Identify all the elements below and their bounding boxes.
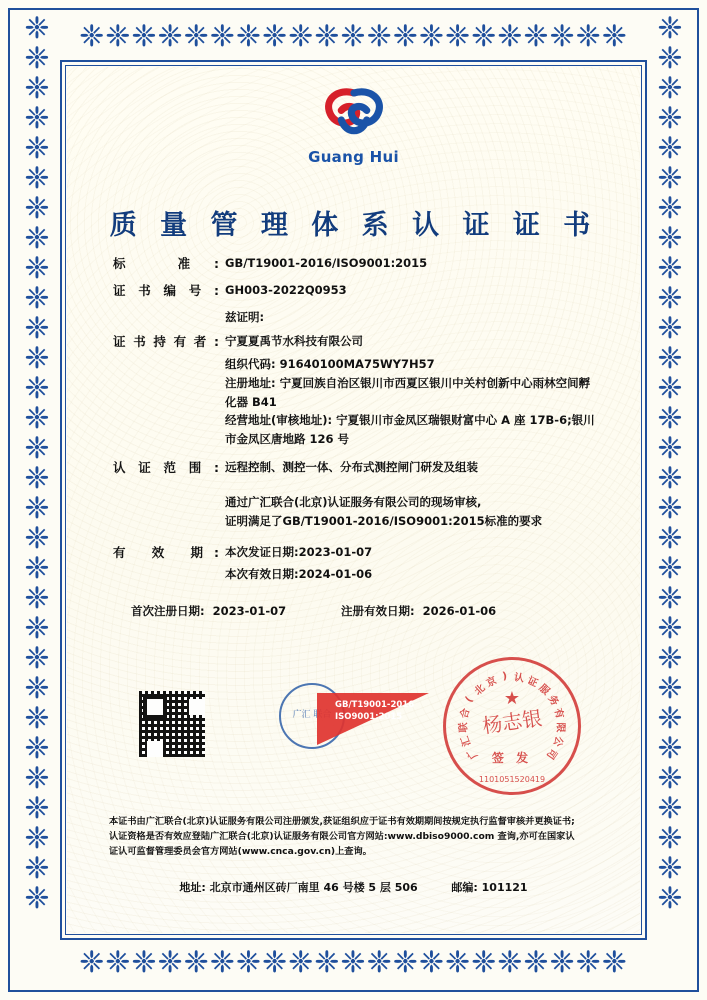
field-standard xyxy=(113,255,606,273)
validity-values xyxy=(225,544,606,588)
seal-ring-char: ( xyxy=(463,694,476,705)
first-registration xyxy=(131,603,341,619)
field-scope xyxy=(113,459,606,477)
qr-code[interactable] xyxy=(139,691,205,757)
seal-ring-char: 司 xyxy=(543,746,559,761)
statement-line-1: 通过广汇联合(北京)认证服务有限公司的现场审核, xyxy=(225,494,482,509)
seal-ring-char: 北 xyxy=(472,682,488,698)
registered-address-line1: 注册地址: 宁夏回族自治区银川市西夏区银川中关村创新中心雨林空间孵 xyxy=(225,376,591,390)
postcode-value: 101121 xyxy=(481,881,528,894)
registered-address-line2: 化器 B41 xyxy=(225,394,277,409)
triangle-line-2: ISO9001:2015 xyxy=(335,712,403,723)
field-certificate-number xyxy=(113,282,606,300)
logo-brand-text: Guang Hui xyxy=(308,148,399,166)
border-pattern-left: ❈❈❈❈❈❈❈❈❈❈❈❈❈❈❈❈❈❈❈❈❈❈❈❈❈❈❈❈❈❈ xyxy=(24,14,50,916)
conformity-statement xyxy=(225,493,606,532)
registration-validity-value: 2026-01-06 xyxy=(422,604,497,619)
hereby-certify-text: 兹证明: xyxy=(225,310,265,325)
certificate-number-label: 证书编号: xyxy=(113,283,219,299)
scope-label: 认证范围: xyxy=(113,459,219,475)
company-logo xyxy=(67,85,640,166)
registration-validity-label: 注册有效日期: xyxy=(341,604,415,619)
red-triangle-standard-labels xyxy=(335,699,414,724)
field-validity xyxy=(113,544,606,588)
certificate-number-value: GH003-2022Q0953 xyxy=(225,283,347,298)
seal-ring-char: 汇 xyxy=(459,734,474,748)
footer-address xyxy=(67,879,640,895)
address-label: 地址: xyxy=(179,881,206,894)
registration-dates-row xyxy=(113,603,606,619)
triangle-line-1: GB/T19001-2016 xyxy=(335,700,415,710)
seal-ring-char: 京 xyxy=(484,675,499,690)
footer-line-1: 本证书由广汇联合(北京)认证服务有限公司注册颁发,获证组织应于证书有效期期间按规定执行监督审核并更换证书; xyxy=(109,816,575,827)
seal-ring-char: 广 xyxy=(465,746,481,761)
border-pattern-top: ❈❈❈❈❈❈❈❈❈❈❈❈❈❈❈❈❈❈❈❈❈ xyxy=(79,19,628,54)
footer-disclaimer xyxy=(109,815,606,860)
border-pattern-bottom: ❈❈❈❈❈❈❈❈❈❈❈❈❈❈❈❈❈❈❈❈❈ xyxy=(79,945,628,980)
seal-ring-char: 务 xyxy=(545,693,561,708)
seal-issue-text: 签 发 xyxy=(491,751,533,765)
seal-code: 1101051520419 xyxy=(478,775,546,784)
footer-line-3: 证认可监督管理委员会官方网站(www.cnca.gov.cn)上查询。 xyxy=(109,845,372,857)
validity-label: 有 效 期: xyxy=(113,544,219,560)
registration-validity xyxy=(341,603,496,619)
statement-line-2: 证明满足了GB/T19001-2016/ISO9001:2015标准的要求 xyxy=(225,514,543,529)
standard-label: 标 准: xyxy=(113,256,219,271)
footer-line-2: 认证资格是否有效应登陆广汇联合(北京)认证服务有限公司官方网站:www.dbiso9000.com 查询,亦可在国家认 xyxy=(109,830,575,842)
scope-value: 远程控制、测控一体、分布式测控闸门研发及组装 xyxy=(225,459,478,474)
postcode-label: 邮编: xyxy=(451,881,478,894)
seal-ring-char: 证 xyxy=(525,675,540,690)
issue-date-line: 本次发证日期:2023-01-07 xyxy=(225,544,373,559)
standard-value: GB/T19001-2016/ISO9001:2015 xyxy=(225,256,428,270)
valid-until-line: 本次有效日期:2024-01-06 xyxy=(225,566,373,581)
holder-value: 宁夏夏禹节水科技有限公司 xyxy=(225,334,363,349)
certificate-title: 质 量 管 理 体 系 认 证 证 书 xyxy=(109,210,598,241)
seal-ring-char: 限 xyxy=(554,722,566,733)
seal-star-icon: ★ xyxy=(503,688,521,709)
holder-details xyxy=(225,355,606,448)
business-address-line2: 市金凤区唐地路 126 号 xyxy=(225,431,350,446)
seal-ring-char: 有 xyxy=(551,707,565,720)
business-address-line1: 经营地址(审核地址): 宁夏银川市金凤区瑞银财富中心 A 座 17B-6;银川 xyxy=(225,413,595,428)
border-pattern-right: ❈❈❈❈❈❈❈❈❈❈❈❈❈❈❈❈❈❈❈❈❈❈❈❈❈❈❈❈❈❈ xyxy=(657,14,683,916)
field-holder xyxy=(113,333,606,351)
red-official-seal xyxy=(443,657,581,795)
address-value: 北京市通州区砖厂南里 46 号楼 5 层 506 xyxy=(209,881,418,894)
logo-mark-icon xyxy=(306,85,402,147)
seal-ring-char: 认 xyxy=(513,672,525,685)
seal-ring-char: ) xyxy=(501,670,508,683)
seal-ring-char: 公 xyxy=(550,734,565,748)
certificate-fields xyxy=(113,255,606,619)
certificate-paper xyxy=(67,67,640,933)
holder-label: 证书持有者: xyxy=(113,334,219,350)
stamps-area xyxy=(67,657,640,807)
seal-ring-char: 服 xyxy=(536,682,552,698)
seal-signature: 杨志银 xyxy=(480,705,544,739)
first-registration-label: 首次注册日期: xyxy=(131,604,205,619)
seal-ring-char: 合 xyxy=(459,707,473,720)
organization-code-line: 组织代码: 91640100MA75WY7H57 xyxy=(225,357,435,372)
blue-seal-text: 广汇 联合 xyxy=(292,710,332,721)
seal-ring-char: 联 xyxy=(458,722,470,733)
first-registration-value: 2023-01-07 xyxy=(212,604,287,619)
